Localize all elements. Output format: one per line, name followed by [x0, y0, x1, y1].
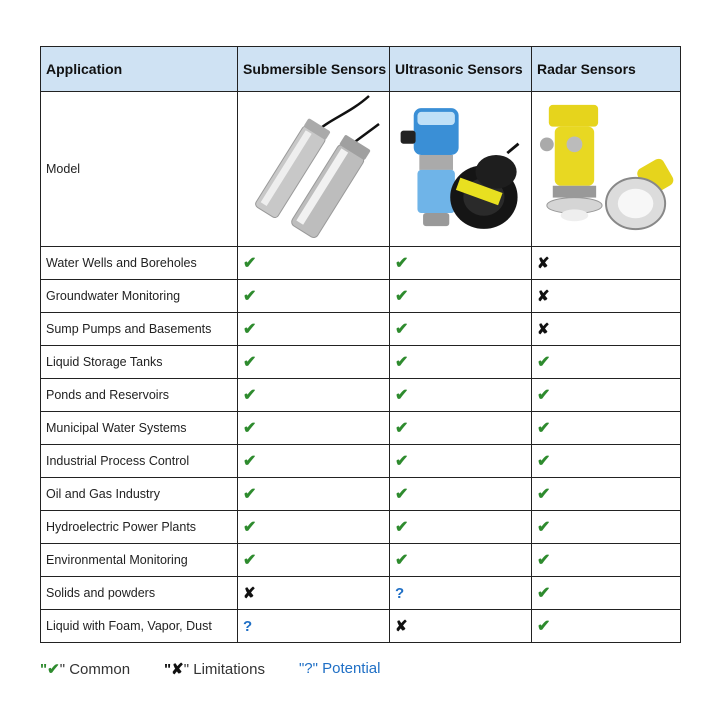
check-icon: ✔	[243, 453, 257, 470]
comparison-table	[40, 46, 681, 643]
legend-common-icon: ✔	[47, 661, 60, 678]
suitability-cell	[390, 610, 532, 643]
application-label: Liquid with Foam, Vapor, Dust	[41, 610, 238, 643]
suitability-cell	[532, 544, 681, 577]
check-icon: ✔	[537, 552, 551, 569]
check-icon: ✔	[395, 453, 409, 470]
check-icon: ✔	[243, 387, 257, 404]
table-row	[41, 313, 681, 346]
suitability-cell	[238, 610, 390, 643]
table-row	[41, 346, 681, 379]
check-icon: ✔	[537, 387, 551, 404]
application-label: Groundwater Monitoring	[41, 280, 238, 313]
suitability-cell	[238, 412, 390, 445]
suitability-cell	[390, 346, 532, 379]
suitability-cell	[390, 412, 532, 445]
header-ultrasonic-sensors: Ultrasonic Sensors	[390, 47, 532, 92]
application-label: Municipal Water Systems	[41, 412, 238, 445]
table-row	[41, 610, 681, 643]
application-label: Oil and Gas Industry	[41, 478, 238, 511]
submersible-sensor-image	[243, 94, 384, 244]
legend-limitations-icon: ✘	[171, 661, 184, 678]
suitability-cell	[532, 577, 681, 610]
cross-icon: ✘	[537, 288, 550, 305]
check-icon: ✔	[243, 420, 257, 437]
model-row	[41, 92, 681, 247]
suitability-cell	[390, 247, 532, 280]
suitability-cell	[390, 511, 532, 544]
check-icon: ✔	[243, 519, 257, 536]
suitability-cell	[238, 445, 390, 478]
radar-sensor-image	[537, 94, 675, 244]
application-label: Solids and powders	[41, 577, 238, 610]
suitability-cell	[390, 478, 532, 511]
check-icon: ✔	[395, 387, 409, 404]
check-icon: ✔	[243, 552, 257, 569]
check-icon: ✔	[537, 585, 551, 602]
table-row	[41, 280, 681, 313]
check-icon: ✔	[395, 288, 409, 305]
suitability-cell	[238, 247, 390, 280]
header-submersible-sensors: Submersible Sensors	[238, 47, 390, 92]
suitability-cell	[532, 478, 681, 511]
legend	[40, 660, 415, 678]
suitability-cell	[532, 412, 681, 445]
cross-icon: ✘	[395, 618, 408, 635]
suitability-cell	[532, 610, 681, 643]
header-row	[41, 47, 681, 92]
suitability-cell	[532, 313, 681, 346]
model-label: Model	[41, 92, 238, 247]
legend-potential	[299, 660, 381, 678]
check-icon: ✔	[537, 453, 551, 470]
check-icon: ✔	[395, 486, 409, 503]
check-icon: ✔	[537, 618, 551, 635]
question-icon: ?	[243, 617, 253, 635]
table-row	[41, 478, 681, 511]
suitability-cell	[238, 577, 390, 610]
legend-common-open: "	[40, 661, 48, 678]
check-icon: ✔	[395, 255, 409, 272]
suitability-cell	[390, 379, 532, 412]
suitability-cell	[238, 379, 390, 412]
suitability-cell	[238, 511, 390, 544]
check-icon: ✔	[395, 354, 409, 371]
suitability-cell	[532, 445, 681, 478]
check-icon: ✔	[395, 552, 409, 569]
application-label: Water Wells and Boreholes	[41, 247, 238, 280]
check-icon: ✔	[243, 255, 257, 272]
check-icon: ✔	[243, 321, 257, 338]
header-application: Application	[41, 47, 238, 92]
suitability-cell	[238, 280, 390, 313]
question-icon: ?	[395, 584, 405, 602]
check-icon: ✔	[537, 354, 551, 371]
suitability-cell	[390, 313, 532, 346]
table-row	[41, 379, 681, 412]
cross-icon: ✘	[537, 321, 550, 338]
suitability-cell	[532, 247, 681, 280]
table-row	[41, 412, 681, 445]
suitability-cell	[390, 577, 532, 610]
check-icon: ✔	[243, 354, 257, 371]
table-row	[41, 445, 681, 478]
header-radar-sensors: Radar Sensors	[532, 47, 681, 92]
check-icon: ✔	[537, 420, 551, 437]
legend-potential-label: "?" Potential	[298, 660, 381, 677]
application-label: Liquid Storage Tanks	[41, 346, 238, 379]
suitability-cell	[238, 346, 390, 379]
application-label: Sump Pumps and Basements	[41, 313, 238, 346]
suitability-cell	[532, 346, 681, 379]
legend-common-label: " Common	[59, 661, 131, 678]
legend-common	[40, 660, 130, 678]
ultrasonic-sensor-image	[395, 94, 526, 244]
check-icon: ✔	[395, 321, 409, 338]
table-row	[41, 577, 681, 610]
suitability-cell	[238, 313, 390, 346]
application-label: Environmental Monitoring	[41, 544, 238, 577]
suitability-cell	[390, 445, 532, 478]
check-icon: ✔	[395, 519, 409, 536]
cross-icon: ✘	[537, 255, 550, 272]
suitability-cell	[238, 478, 390, 511]
table-row	[41, 247, 681, 280]
suitability-cell	[238, 544, 390, 577]
radar-sensor-image-cell	[532, 92, 681, 247]
check-icon: ✔	[395, 420, 409, 437]
table-row	[41, 511, 681, 544]
check-icon: ✔	[537, 486, 551, 503]
check-icon: ✔	[243, 288, 257, 305]
ultrasonic-sensor-image-cell	[390, 92, 532, 247]
application-label: Ponds and Reservoirs	[41, 379, 238, 412]
cross-icon: ✘	[243, 585, 256, 602]
suitability-cell	[532, 511, 681, 544]
table-row	[41, 544, 681, 577]
legend-limitations-open: "	[164, 661, 172, 678]
submersible-sensor-image-cell	[238, 92, 390, 247]
legend-limitations-label: " Limitations	[183, 661, 265, 678]
suitability-cell	[532, 280, 681, 313]
suitability-cell	[390, 280, 532, 313]
application-label: Hydroelectric Power Plants	[41, 511, 238, 544]
suitability-cell	[390, 544, 532, 577]
suitability-cell	[532, 379, 681, 412]
legend-limitations	[164, 660, 265, 678]
check-icon: ✔	[243, 486, 257, 503]
application-label: Industrial Process Control	[41, 445, 238, 478]
check-icon: ✔	[537, 519, 551, 536]
